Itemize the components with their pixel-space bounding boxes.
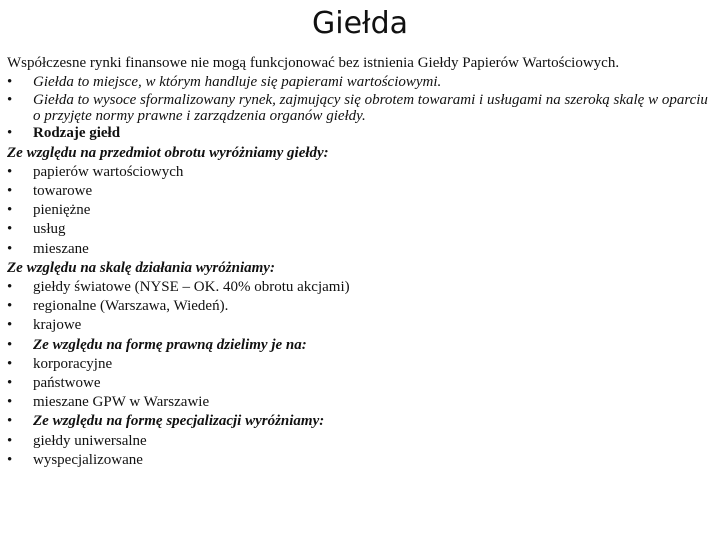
line-text: towarowe	[33, 183, 93, 200]
line-text: giełdy światowe (NYSE – OK. 40% obrotu akcjami)	[33, 279, 350, 296]
list-item	[7, 220, 715, 239]
bullet-icon: •	[7, 413, 13, 430]
list-item	[7, 182, 715, 201]
line-text: Ze względu na skalę działania wyróżniamy:	[7, 259, 275, 276]
list-item	[7, 355, 715, 374]
list-item	[7, 278, 715, 297]
line-text: pieniężne	[33, 202, 91, 219]
bullet-icon: •	[7, 317, 13, 334]
line-text: usług	[33, 221, 66, 238]
bullet-icon: •	[7, 183, 13, 200]
line-text: państwowe	[33, 375, 101, 392]
bullet-icon: •	[7, 163, 13, 180]
section-text	[7, 54, 715, 73]
bullet-icon: •	[7, 74, 13, 91]
list-item	[7, 92, 715, 124]
line-text: krajowe	[33, 317, 82, 334]
bullet-icon: •	[7, 279, 13, 296]
bullet-icon: •	[7, 92, 13, 109]
line-text: wyspecjalizowane	[33, 451, 143, 468]
line-text: giełdy uniwersalne	[33, 432, 147, 449]
bullet-icon: •	[7, 336, 13, 353]
bullet-icon: •	[7, 355, 13, 372]
section-text	[7, 144, 715, 163]
line-text: mieszane	[33, 240, 89, 257]
list-item	[7, 412, 715, 431]
list-item	[7, 73, 715, 92]
bullet-icon: •	[7, 202, 13, 219]
bullet-icon: •	[7, 432, 13, 449]
line-text: Giełda to miejsce, w którym handluje się papierami wartościowymi.	[33, 74, 442, 91]
section-text	[7, 259, 715, 278]
list-item	[7, 297, 715, 316]
bullet-icon: •	[7, 451, 13, 468]
list-item	[7, 240, 715, 259]
line-text: Ze względu na przedmiot obrotu wyróżniamy giełdy:	[7, 144, 329, 161]
line-text: Ze względu na formę prawną dzielimy je na:	[33, 336, 307, 353]
list-item	[7, 336, 715, 355]
line-text: Rodzaje giełd	[33, 125, 121, 142]
list-item	[7, 124, 715, 143]
line-text: regionalne (Warszawa, Wiedeń).	[33, 298, 229, 315]
line-text: Giełda to wysoce sformalizowany rynek, zajmujący się obrotem towarami i usługami na szeroką skalę w oparciu o przyjęte normy prawne i zarządzenia organów giełdy.	[33, 92, 708, 125]
list-item	[7, 201, 715, 220]
line-text: mieszane GPW w Warszawie	[33, 394, 210, 411]
list-item	[7, 374, 715, 393]
line-text: Ze względu na formę specjalizacji wyróżniamy:	[33, 413, 325, 430]
bullet-icon: •	[7, 125, 13, 142]
list-item	[7, 432, 715, 451]
slide-body	[7, 54, 715, 470]
bullet-icon: •	[7, 375, 13, 392]
list-item	[7, 316, 715, 335]
line-text: Współczesne rynki finansowe nie mogą funkcjonować bez istnienia Giełdy Papierów Wartościowych.	[7, 55, 620, 71]
page-title: Giełda	[312, 6, 408, 41]
list-item	[7, 451, 715, 470]
bullet-icon: •	[7, 298, 13, 315]
line-text: korporacyjne	[33, 355, 113, 372]
list-item	[7, 393, 715, 412]
bullet-icon: •	[7, 394, 13, 411]
list-item	[7, 163, 715, 182]
line-text: papierów wartościowych	[33, 163, 184, 180]
bullet-icon: •	[7, 240, 13, 257]
bullet-icon: •	[7, 221, 13, 238]
